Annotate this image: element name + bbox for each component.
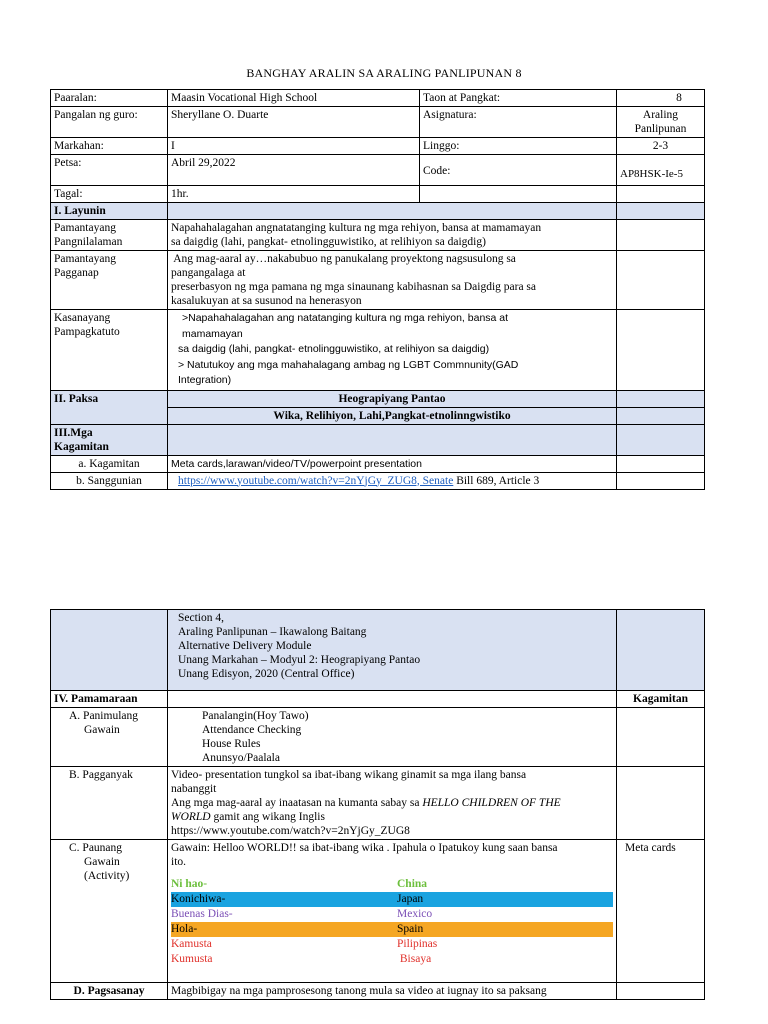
empty-cell [617, 767, 705, 840]
kagamitan-a-label: a. Kagamitan [51, 455, 168, 472]
empty-cell [617, 251, 705, 310]
empty-cell [617, 472, 705, 489]
label-line: Pampagkatuto [54, 326, 120, 338]
sanggunian-value [168, 472, 617, 489]
empty-cell [617, 203, 705, 220]
list-item: Panalangin(Hoy Tawo) [202, 710, 309, 722]
pagkatuto-label [51, 310, 168, 391]
text-line: Gawain: Helloo WORLD!! sa ibat-ibang wika . Ipahula o Ipatukoy kung saan bansa [171, 842, 558, 854]
greeting-word: Buenas Dias- [171, 908, 233, 920]
document-title: BANGHAY ARALIN SA ARALING PANLIPUNAN 8 [246, 66, 522, 80]
list-item: House Rules [202, 738, 261, 750]
guro-value: Sheryllane O. Duarte [168, 107, 420, 138]
text-line: sa daigdig (lahi, pangkat- etnolingguwistiko, at relihiyon sa daigdig) [178, 343, 490, 355]
greeting-word: Hola- [171, 923, 198, 935]
lesson-plan-table-2 [50, 609, 705, 1000]
label-line: (Activity) [84, 870, 130, 882]
label-line: Kasanayang [54, 312, 111, 324]
panimulang-items [168, 708, 617, 767]
pagganyak-text [168, 767, 617, 840]
taon-value: 8 [617, 90, 705, 107]
empty-cell [168, 203, 617, 220]
list-item: Attendance Checking [202, 724, 302, 736]
empty-cell [617, 310, 705, 391]
greeting-row [171, 907, 613, 922]
petsa-value: Abril 29,2022 [168, 155, 420, 186]
sanggunian-link[interactable]: https://www.youtube.com/watch?v=2nYjGy_ZUG8, Senate [178, 474, 454, 487]
text-segment: gamit ang wikang Inglis [210, 811, 325, 823]
empty-cell [51, 610, 168, 691]
asignatura-label: Asignatura: [420, 107, 617, 138]
text-segment: Ang mga mag-aaral ay inaatasan na kumanta sabay sa [171, 797, 423, 809]
paunang-gawain-text [168, 840, 617, 983]
song-title: WORLD [171, 811, 211, 823]
pagsasanay-text: Magbibigay na mga pamprosesong tanong mula sa video at iugnay ito sa paksang [168, 983, 617, 1000]
pagganap-label [51, 251, 168, 310]
empty-cell [617, 610, 705, 691]
paksa-line-2: Wika, Relihiyon, Lahi,Pangkat-etnolinngwistiko [168, 407, 617, 424]
label-line: Gawain [84, 724, 120, 736]
text-line: ito. [171, 856, 187, 868]
song-title: HELLO CHILDREN OF THE [422, 797, 561, 809]
text-line: >Napahahalagahan ang natatanging kultura ng mga rehiyon, bansa at [182, 312, 509, 324]
paaralan-value: Maasin Vocational High School [168, 90, 420, 107]
pamamaraan-heading: IV. Pamamaraan [51, 691, 168, 708]
empty-cell [420, 186, 617, 203]
greeting-country: China [397, 878, 428, 890]
asignatura-value-line: Araling [642, 109, 679, 121]
text-line: kasalukuyan at sa susunod na henerasyon [171, 295, 362, 307]
pagkatuto-text [168, 310, 617, 391]
text-line: Ang mag-aaral ay…nakabubuo ng panukalang proyektong nagsusulong sa [171, 253, 516, 265]
text-line [171, 796, 613, 810]
kagamitan-heading [51, 424, 168, 455]
empty-cell [617, 220, 705, 251]
text-line: > Natutukoy ang mga mahahalagang ambag ng LGBT Commnunity(GAD [178, 358, 519, 371]
heading-line: III.Mga [54, 426, 93, 439]
asignatura-value [617, 107, 705, 138]
text-line: Section 4, [178, 612, 224, 624]
lesson-plan-table-1 [50, 89, 705, 490]
text-line: nabanggit [171, 783, 217, 795]
code-value: AP8HSK-Ie-5 [617, 155, 705, 186]
empty-cell [617, 390, 705, 407]
greeting-word: Ni hao- [171, 878, 208, 890]
pagsasanay-label: D. Pagsasanay [51, 983, 168, 1000]
greeting-country: Mexico [397, 908, 433, 920]
paksa-line-1: Heograpiyang Pantao [168, 390, 617, 407]
linggo-label: Linggo: [420, 138, 617, 155]
empty-cell [617, 455, 705, 472]
sanggunian-label: b. Sanggunian [51, 472, 168, 489]
label-line: A. Panimulang [69, 710, 138, 722]
greeting-word: Kumusta [171, 953, 213, 965]
heading-line: Kagamitan [54, 440, 109, 453]
text-line: Napahahalagahan angnatatanging kultura ng mga rehiyon, bansa at mamamayan [171, 222, 542, 234]
text-line: pangangalaga at [171, 267, 246, 279]
layunin-heading: I. Layunin [51, 203, 168, 220]
empty-cell [617, 186, 705, 203]
greeting-word: Konichiwa- [171, 893, 226, 905]
sanggunian-rest: Bill 689, Article 3 [453, 474, 540, 487]
text-line [171, 810, 613, 824]
label-line: Pamantayang [54, 222, 116, 234]
greeting-row [171, 892, 613, 907]
paksa-heading: II. Paksa [51, 390, 168, 424]
pagganyak-label: B. Pagganyak [51, 767, 168, 840]
text-line: Video- presentation tungkol sa ibat-ibang wikang ginamit sa mga ilang bansa [171, 769, 527, 781]
paunang-gawain-label [51, 840, 168, 983]
kagamitan-a-value: Meta cards,larawan/video/TV/powerpoint presentation [168, 455, 617, 472]
empty-cell [617, 407, 705, 424]
spacer [171, 869, 613, 877]
text-line: Araling Panlipunan – Ikawalong Baitang [178, 626, 367, 638]
empty-cell [168, 691, 617, 708]
empty-cell [168, 424, 617, 455]
label-line: C. Paunang [69, 842, 123, 854]
label-line: Pangnilalaman [54, 236, 123, 248]
paaralan-label: Paaralan: [51, 90, 168, 107]
panimulang-label [51, 708, 168, 767]
greeting-row [171, 937, 613, 952]
markahan-label: Markahan: [51, 138, 168, 155]
label-line: Pagganap [54, 267, 99, 279]
empty-cell [617, 983, 705, 1000]
pagganap-text [168, 251, 617, 310]
petsa-label: Petsa: [51, 155, 168, 186]
empty-cell [617, 708, 705, 767]
greeting-row [171, 952, 613, 967]
label-line: Pamantayang [54, 253, 116, 265]
greeting-country: Bisaya [397, 953, 432, 965]
empty-cell [617, 424, 705, 455]
greeting-word: Kamusta [171, 938, 212, 950]
label-line: Gawain [84, 856, 120, 868]
sanggunian-continuation [168, 610, 617, 691]
text-line: Unang Markahan – Modyul 2: Heograpiyang Pantao [178, 654, 421, 666]
text-line: Unang Edisyon, 2020 (Central Office) [178, 668, 355, 680]
linggo-value: 2-3 [617, 138, 705, 155]
text-line: Alternative Delivery Module [178, 640, 312, 652]
guro-label: Pangalan ng guro: [51, 107, 168, 138]
greeting-country: Japan [397, 893, 424, 905]
asignatura-value-line: Panlipunan [634, 123, 687, 135]
tagal-label: Tagal: [51, 186, 168, 203]
pangnilalaman-text [168, 220, 617, 251]
tagal-value: 1hr. [168, 186, 420, 203]
pangnilalaman-label [51, 220, 168, 251]
greeting-country: Spain [397, 923, 424, 935]
markahan-value: I [168, 138, 420, 155]
kagamitan-column-heading: Kagamitan [617, 691, 705, 708]
taon-label: Taon at Pangkat: [420, 90, 617, 107]
paunang-gawain-kagamitan: Meta cards [617, 840, 705, 983]
video-url: https://www.youtube.com/watch?v=2nYjGy_ZUG8 [171, 825, 410, 837]
text-line: preserbasyon ng mga pamana ng mga sinaunang kabihasnan sa Daigdig para sa [171, 281, 537, 293]
text-line: mamamayan [182, 327, 243, 340]
greeting-row [171, 922, 613, 937]
text-line: sa daigdig (lahi, pangkat- etnolingguwistiko, at relihiyon sa daigdig) [171, 236, 486, 248]
text-line: Integration) [178, 374, 232, 386]
list-item: Anunsyo/Paalala [202, 752, 280, 764]
greeting-row [171, 877, 613, 892]
greeting-country: Pilipinas [397, 938, 438, 950]
code-label: Code: [420, 155, 617, 186]
